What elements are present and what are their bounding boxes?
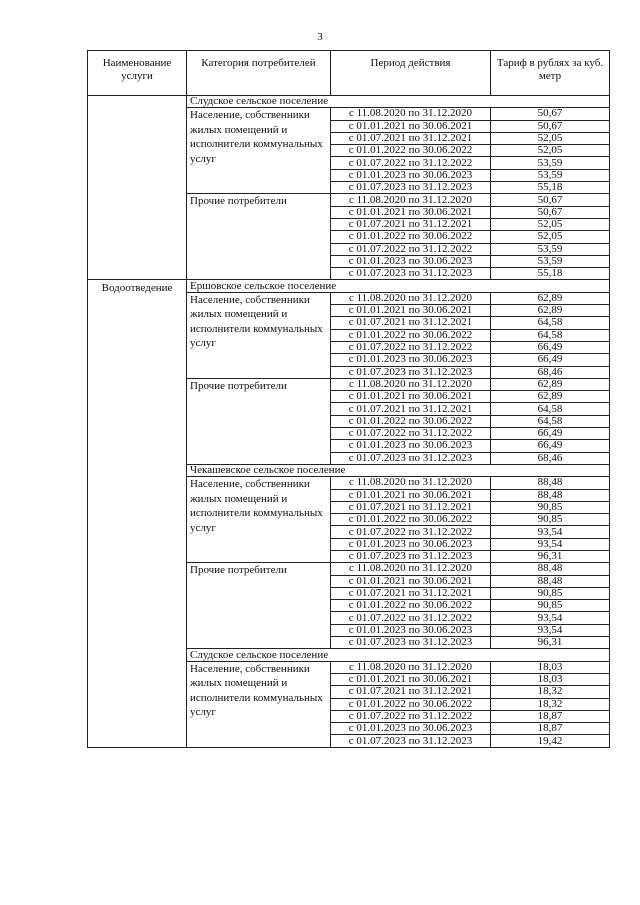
tariff-cell: 50,67 bbox=[491, 108, 610, 120]
tariff-cell: 64,58 bbox=[491, 415, 610, 427]
settlement-name: Чекашевское сельское поселение bbox=[187, 464, 610, 476]
tariff-cell: 18,87 bbox=[491, 723, 610, 735]
header-tariff: Тариф в рублях за куб. метр bbox=[491, 51, 610, 96]
tariff-cell: 90,85 bbox=[491, 501, 610, 513]
tariff-cell: 64,58 bbox=[491, 329, 610, 341]
period-cell: с 01.01.2022 по 30.06.2022 bbox=[331, 329, 491, 341]
period-cell: с 01.07.2021 по 31.12.2021 bbox=[331, 587, 491, 599]
tariff-cell: 66,49 bbox=[491, 428, 610, 440]
settlement-row bbox=[88, 96, 610, 108]
tariff-cell: 88,48 bbox=[491, 575, 610, 587]
period-cell: с 01.01.2022 по 30.06.2022 bbox=[331, 415, 491, 427]
period-cell: с 01.01.2021 по 30.06.2021 bbox=[331, 305, 491, 317]
period-cell: с 01.07.2023 по 31.12.2023 bbox=[331, 366, 491, 378]
consumer-category: Прочие потребители bbox=[187, 194, 331, 280]
tariff-cell: 90,85 bbox=[491, 600, 610, 612]
tariff-cell: 66,49 bbox=[491, 354, 610, 366]
tariff-cell: 50,67 bbox=[491, 120, 610, 132]
period-cell: с 01.01.2022 по 30.06.2022 bbox=[331, 145, 491, 157]
period-cell: с 01.07.2022 по 31.12.2022 bbox=[331, 243, 491, 255]
consumer-category: Прочие потребители bbox=[187, 563, 331, 649]
tariff-cell: 66,49 bbox=[491, 440, 610, 452]
tariff-cell: 18,03 bbox=[491, 661, 610, 673]
period-cell: с 11.08.2020 по 31.12.2020 bbox=[331, 378, 491, 390]
period-cell: с 11.08.2020 по 31.12.2020 bbox=[331, 108, 491, 120]
period-cell: с 11.08.2020 по 31.12.2020 bbox=[331, 477, 491, 489]
tariff-cell: 52,05 bbox=[491, 218, 610, 230]
period-cell: с 01.01.2023 по 30.06.2023 bbox=[331, 354, 491, 366]
tariff-cell: 62,89 bbox=[491, 292, 610, 304]
tariff-cell: 90,85 bbox=[491, 514, 610, 526]
settlement-name: Слудское сельское поселение bbox=[187, 96, 610, 108]
consumer-category: Население, собственники жилых помещений и исполнители коммунальных услуг bbox=[187, 477, 331, 563]
period-cell: с 01.01.2022 по 30.06.2022 bbox=[331, 514, 491, 526]
consumer-category: Население, собственники жилых помещений и исполнители коммунальных услуг bbox=[187, 292, 331, 378]
table-body bbox=[88, 96, 610, 748]
service-cell bbox=[88, 96, 187, 280]
tariff-cell: 64,58 bbox=[491, 403, 610, 415]
period-cell: с 01.07.2023 по 31.12.2023 bbox=[331, 637, 491, 649]
settlement-name: Ершовское сельское поселение bbox=[187, 280, 610, 292]
period-cell: с 01.01.2023 по 30.06.2023 bbox=[331, 538, 491, 550]
period-cell: с 01.07.2022 по 31.12.2022 bbox=[331, 526, 491, 538]
tariff-cell: 53,59 bbox=[491, 157, 610, 169]
tariff-cell: 55,18 bbox=[491, 182, 610, 194]
tariff-cell: 18,32 bbox=[491, 698, 610, 710]
tariff-cell: 62,89 bbox=[491, 378, 610, 390]
period-cell: с 11.08.2020 по 31.12.2020 bbox=[331, 661, 491, 673]
tariff-cell: 93,54 bbox=[491, 538, 610, 550]
period-cell: с 11.08.2020 по 31.12.2020 bbox=[331, 292, 491, 304]
period-cell: с 01.07.2021 по 31.12.2021 bbox=[331, 686, 491, 698]
tariff-cell: 64,58 bbox=[491, 317, 610, 329]
tariff-cell: 90,85 bbox=[491, 587, 610, 599]
tariff-cell: 18,32 bbox=[491, 686, 610, 698]
tariff-cell: 93,54 bbox=[491, 624, 610, 636]
tariff-cell: 93,54 bbox=[491, 612, 610, 624]
tariff-cell: 18,87 bbox=[491, 710, 610, 722]
tariff-cell: 88,48 bbox=[491, 477, 610, 489]
tariff-cell: 88,48 bbox=[491, 563, 610, 575]
tariff-cell: 96,31 bbox=[491, 637, 610, 649]
tariff-cell: 53,59 bbox=[491, 243, 610, 255]
period-cell: с 01.01.2021 по 30.06.2021 bbox=[331, 575, 491, 587]
period-cell: с 11.08.2020 по 31.12.2020 bbox=[331, 563, 491, 575]
period-cell: с 01.07.2022 по 31.12.2022 bbox=[331, 710, 491, 722]
period-cell: с 01.01.2021 по 30.06.2021 bbox=[331, 673, 491, 685]
period-cell: с 01.01.2023 по 30.06.2023 bbox=[331, 723, 491, 735]
period-cell: с 01.01.2022 по 30.06.2022 bbox=[331, 600, 491, 612]
service-cell: Водоотведение bbox=[88, 280, 187, 747]
period-cell: с 01.07.2021 по 31.12.2021 bbox=[331, 317, 491, 329]
tariff-cell: 52,05 bbox=[491, 231, 610, 243]
settlement-row bbox=[88, 280, 610, 292]
period-cell: с 01.01.2021 по 30.06.2021 bbox=[331, 206, 491, 218]
period-cell: с 01.07.2021 по 31.12.2021 bbox=[331, 132, 491, 144]
period-cell: с 01.07.2023 по 31.12.2023 bbox=[331, 268, 491, 280]
period-cell: с 01.07.2023 по 31.12.2023 bbox=[331, 735, 491, 747]
settlement-name: Слудское сельское поселение bbox=[187, 649, 610, 661]
period-cell: с 01.01.2021 по 30.06.2021 bbox=[331, 120, 491, 132]
consumer-category: Прочие потребители bbox=[187, 378, 331, 464]
period-cell: с 01.07.2022 по 31.12.2022 bbox=[331, 157, 491, 169]
header-service: Наименование услуги bbox=[88, 51, 187, 96]
tariff-cell: 52,05 bbox=[491, 132, 610, 144]
tariff-cell: 68,46 bbox=[491, 366, 610, 378]
header-category: Категория потребителей bbox=[187, 51, 331, 96]
period-cell: с 01.07.2021 по 31.12.2021 bbox=[331, 403, 491, 415]
tariff-cell: 68,46 bbox=[491, 452, 610, 464]
period-cell: с 01.07.2022 по 31.12.2022 bbox=[331, 612, 491, 624]
period-cell: с 01.01.2022 по 30.06.2022 bbox=[331, 698, 491, 710]
tariff-cell: 18,03 bbox=[491, 673, 610, 685]
table-header bbox=[88, 51, 610, 96]
consumer-category: Население, собственники жилых помещений и исполнители коммунальных услуг bbox=[187, 108, 331, 194]
tariff-cell: 52,05 bbox=[491, 145, 610, 157]
tariff-cell: 96,31 bbox=[491, 550, 610, 562]
tariff-cell: 55,18 bbox=[491, 268, 610, 280]
period-cell: с 01.07.2023 по 31.12.2023 bbox=[331, 550, 491, 562]
period-cell: с 01.01.2023 по 30.06.2023 bbox=[331, 169, 491, 181]
period-cell: с 01.07.2021 по 31.12.2021 bbox=[331, 501, 491, 513]
tariff-table bbox=[87, 50, 610, 748]
period-cell: с 01.07.2023 по 31.12.2023 bbox=[331, 452, 491, 464]
tariff-cell: 66,49 bbox=[491, 341, 610, 353]
period-cell: с 01.01.2023 по 30.06.2023 bbox=[331, 255, 491, 267]
tariff-cell: 19,42 bbox=[491, 735, 610, 747]
tariff-cell: 50,67 bbox=[491, 206, 610, 218]
period-cell: с 11.08.2020 по 31.12.2020 bbox=[331, 194, 491, 206]
period-cell: с 01.07.2022 по 31.12.2022 bbox=[331, 428, 491, 440]
tariff-cell: 62,89 bbox=[491, 305, 610, 317]
tariff-cell: 50,67 bbox=[491, 194, 610, 206]
consumer-category: Население, собственники жилых помещений и исполнители коммунальных услуг bbox=[187, 661, 331, 747]
period-cell: с 01.07.2023 по 31.12.2023 bbox=[331, 182, 491, 194]
tariff-cell: 93,54 bbox=[491, 526, 610, 538]
tariff-cell: 88,48 bbox=[491, 489, 610, 501]
period-cell: с 01.01.2023 по 30.06.2023 bbox=[331, 440, 491, 452]
period-cell: с 01.01.2023 по 30.06.2023 bbox=[331, 624, 491, 636]
tariff-cell: 53,59 bbox=[491, 255, 610, 267]
period-cell: с 01.01.2021 по 30.06.2021 bbox=[331, 489, 491, 501]
header-period: Период действия bbox=[331, 51, 491, 96]
period-cell: с 01.07.2021 по 31.12.2021 bbox=[331, 218, 491, 230]
tariff-cell: 53,59 bbox=[491, 169, 610, 181]
period-cell: с 01.01.2021 по 30.06.2021 bbox=[331, 391, 491, 403]
page-number: 3 bbox=[317, 31, 323, 43]
tariff-cell: 62,89 bbox=[491, 391, 610, 403]
period-cell: с 01.01.2022 по 30.06.2022 bbox=[331, 231, 491, 243]
period-cell: с 01.07.2022 по 31.12.2022 bbox=[331, 341, 491, 353]
